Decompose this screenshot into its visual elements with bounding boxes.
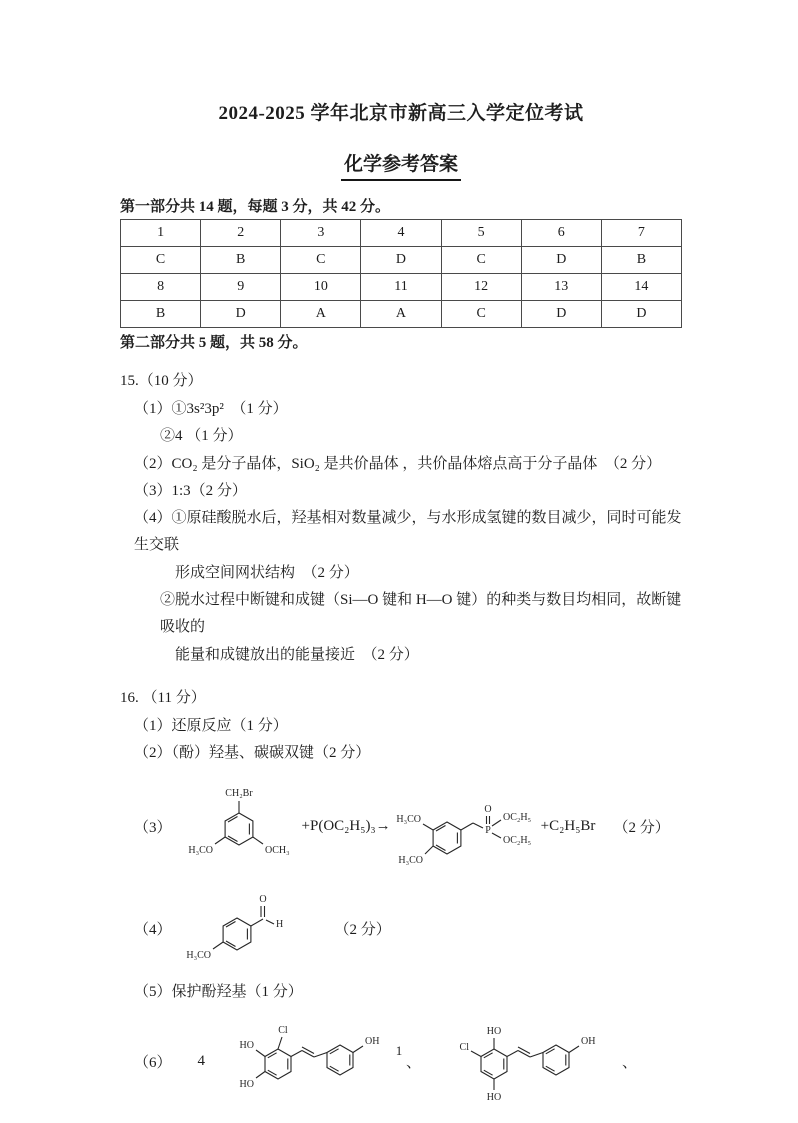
separator-comma: 、 [622,1054,638,1071]
document-title: 2024-2025 学年北京市新高三入学定位考试 [218,103,584,124]
table-cell: 3 [281,220,361,247]
table-cell: 13 [521,274,601,301]
answer-16-1: （1）还原反应（1 分） [134,717,288,734]
page-number: 1 [395,1043,403,1058]
substituent-label: OC₂H₅ [502,811,531,823]
hydroxyl-label: HO [486,1091,502,1103]
answer-16-4-label: （4） [134,921,172,938]
part2-header: 第二部分共 5 题，共 58 分。 [120,335,308,351]
oxygen-label: O [258,893,267,905]
phosphorus-label: P [484,824,491,836]
table-row [121,301,682,328]
bond [492,820,501,826]
table-cell: 11 [361,274,441,301]
table-cell: C [281,247,361,274]
answer-15-4a-cont: 形成空间网状结构 （2 分） [175,564,359,581]
answer-16-3 [134,776,682,878]
bond [256,1072,265,1079]
answer-15-4a: （4）①原硅酸脱水后，羟基相对数量减少，与水形成氢键的数目减少，同时可能发生交联 [134,510,682,554]
table-cell: 8 [121,274,201,301]
chlorine-label: Cl [459,1041,470,1053]
table-cell: A [361,301,441,328]
answer-16-4-score: （2 分） [334,921,391,938]
substituent-label: H₃CO [396,813,421,825]
answer-16-2: （2）（酚）羟基、碳碳双键（2 分） [134,745,371,762]
answer-15-1a: （1）①3s²3p² （1 分） [134,401,288,417]
hydroxyl-label: HO [239,1040,255,1052]
hydrogen-label: H [275,918,283,930]
table-cell: 2 [201,220,281,247]
table-cell: 7 [601,220,681,247]
table-cell: 5 [441,220,521,247]
answer-15-3: （3）1:3（2 分） [134,482,247,499]
phosphonate-structure [391,776,541,878]
bond [473,823,483,828]
table-cell: 1 [121,220,201,247]
bond [213,942,223,949]
table-cell: D [601,301,681,328]
chlorine-label: Cl [278,1025,288,1037]
substituent-label: CH₂Br [224,787,253,799]
substituent-label: OC₂H₅ [502,834,531,846]
question-16-heading: 16. （11 分） [120,689,206,706]
table-cell: B [201,247,281,274]
hydroxyl-label: HO [486,1025,502,1037]
bond [215,837,225,844]
table-row [121,247,682,274]
question-15-heading: 15.（10 分） [120,373,203,389]
table-cell: C [441,301,521,328]
answer-15-1b: ②4 （1 分） [160,428,243,445]
table-cell: 6 [521,220,601,247]
table-cell: D [521,247,601,274]
subtitle-text: 化学参考答案 [341,149,461,181]
oxygen-label: O [484,803,492,815]
hydroxyl-label: HO [239,1079,255,1091]
answer-16-6 [134,1014,682,1109]
table-cell: 4 [361,220,441,247]
bond [250,919,262,926]
separator-comma: 、 [406,1054,422,1071]
anisaldehyde-structure [182,886,317,971]
table-cell: C [121,247,201,274]
answer-16-6-value: 4 [197,1052,206,1069]
substituent-label: H₃CO [187,844,213,856]
benzene-ring [225,813,253,845]
table-row [121,220,682,247]
bond [252,837,262,844]
answer-16-4 [134,886,682,971]
byproduct-text: +C₂H₅Br [540,818,596,835]
answer-16-3-score: （2 分） [613,820,670,837]
bond [461,823,473,830]
bond [266,920,274,924]
bond [423,824,433,830]
benzene-ring [433,822,461,854]
bond [492,833,501,838]
document-subtitle [120,149,682,181]
table-cell: C [441,247,521,274]
table-row [121,274,682,301]
answer-16-5: （5）保护酚羟基（1 分） [134,983,303,1000]
substituent-label: H₃CO [185,949,211,961]
table-cell: B [121,301,201,328]
table-cell: B [601,247,681,274]
answer-15-2: （2）CO₂ 是分子晶体，SiO₂ 是共价晶体 ，共价晶体熔点高于分子晶体 （2 分） [134,455,662,472]
substituent-label: H₃CO [398,854,423,866]
substituent-label: OCH₃ [264,844,290,856]
table-cell: D [521,301,601,328]
part1-header: 第一部分共 14 题，每题 3 分，共 42 分。 [120,199,391,215]
table-cell: D [361,247,441,274]
answer-15-4b: ②脱水过程中断键和成键（Si—O 键和 H—O 键）的种类与数目均相同，故断键吸收的 [160,592,682,636]
stilbene-structure-a [231,1016,406,1106]
table-cell: 12 [441,274,521,301]
question-15 [120,369,682,669]
hydroxyl-label: OH [581,1035,596,1047]
table-cell: 14 [601,274,681,301]
answer-16-3-label: （3） [134,820,172,837]
answer-table [120,219,682,328]
bond [425,846,433,854]
answer-15-4b-cont: 能量和成键放出的能量接近 （2 分） [175,646,419,663]
answer-16-6-label: （6） [134,1054,172,1071]
table-cell: D [201,301,281,328]
table-cell: A [281,301,361,328]
reagent-text: +P(OC₂H₅)₃→ [301,818,391,835]
benzene-ring [223,918,251,950]
stilbene-structure-b [447,1014,622,1109]
benzyl-bromide-structure [182,777,302,877]
table-cell: 10 [281,274,361,301]
hydroxyl-label: OH [365,1036,380,1048]
table-cell: 9 [201,274,281,301]
